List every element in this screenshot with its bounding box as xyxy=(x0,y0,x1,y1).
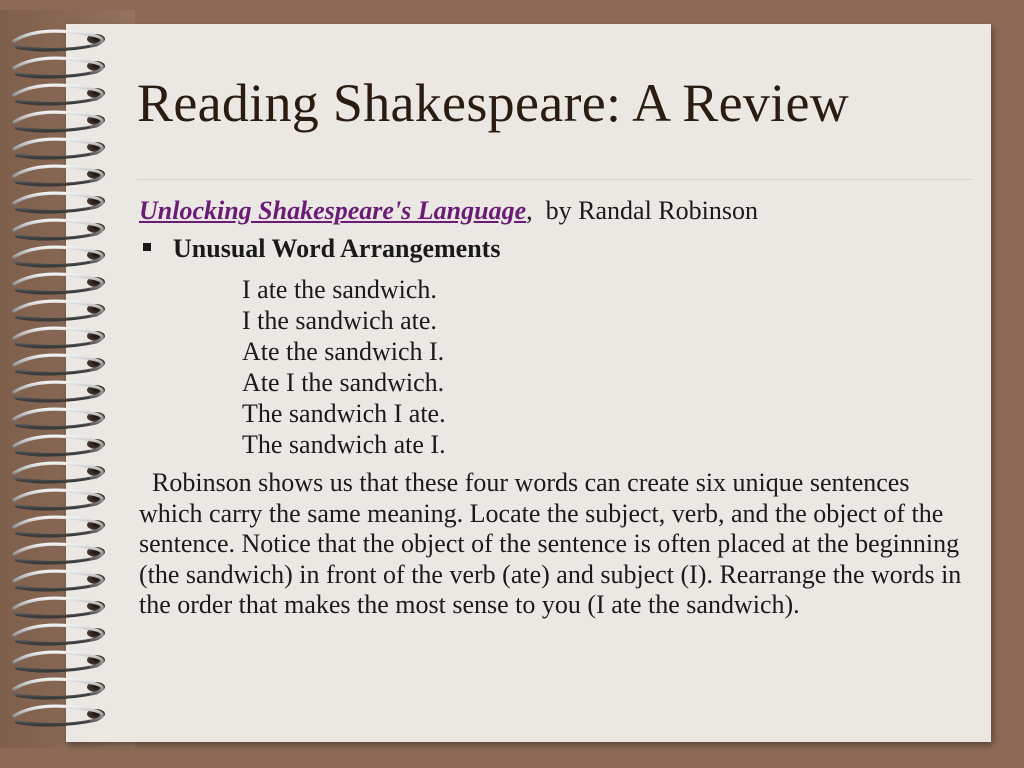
spiral-coil xyxy=(14,517,105,537)
spiral-coil xyxy=(14,652,105,672)
spiral-coil xyxy=(14,625,105,645)
citation-line xyxy=(139,196,969,226)
example-sentence: I ate the sandwich. xyxy=(242,275,437,304)
spiral-coil xyxy=(14,544,105,564)
slide-body xyxy=(139,196,969,621)
spiral-coil xyxy=(14,31,105,51)
example-sentence: The sandwich ate I. xyxy=(242,430,446,459)
spiral-coil xyxy=(14,463,105,483)
example-sentences xyxy=(242,274,969,460)
spiral-coil xyxy=(14,436,105,456)
spiral-coil xyxy=(14,328,105,348)
explanation-text: Robinson shows us that these four words can create six unique sentences which carry the same meaning. Locate the subject, verb, and the object of the sentence. Notice that the object of the sentence is often placed at the beginning (the sandwich) in front of the verb (ate) and subject (I). Rearrange the words in the order that makes the most sense to you (I ate the sandwich). xyxy=(139,468,962,619)
slide-title: Reading Shakespeare: A Review xyxy=(137,73,850,133)
example-sentence: I the sandwich ate. xyxy=(242,306,437,335)
spiral-coil xyxy=(14,409,105,429)
spiral-coil xyxy=(14,139,105,159)
citation-author: by Randal Robinson xyxy=(545,196,758,225)
spiral-coil xyxy=(14,58,105,78)
bullet-label: Unusual Word Arrangements xyxy=(173,234,501,263)
spiral-coil xyxy=(14,274,105,294)
square-bullet-icon xyxy=(143,243,151,251)
example-sentence: Ate the sandwich I. xyxy=(242,337,445,366)
spiral-binding-icon xyxy=(0,24,130,744)
spiral-coil xyxy=(14,382,105,402)
citation-separator: , xyxy=(526,196,533,225)
spiral-coil xyxy=(14,166,105,186)
title-divider xyxy=(137,179,972,180)
spiral-coil xyxy=(14,220,105,240)
spiral-coil xyxy=(14,598,105,618)
example-sentence: The sandwich I ate. xyxy=(242,399,446,428)
spiral-coil xyxy=(14,571,105,591)
book-title-link[interactable]: Unlocking Shakespeare's Language xyxy=(139,196,527,225)
spiral-coil xyxy=(14,301,105,321)
explanation-paragraph xyxy=(139,468,969,621)
spiral-coil xyxy=(14,85,105,105)
spiral-coil xyxy=(14,112,105,132)
spiral-coil xyxy=(14,706,105,726)
spiral-coil xyxy=(14,355,105,375)
spiral-coil xyxy=(14,490,105,510)
spiral-coil xyxy=(14,193,105,213)
spiral-coil xyxy=(14,247,105,267)
spiral-coil xyxy=(14,679,105,699)
bullet-item xyxy=(139,234,969,264)
example-sentence: Ate I the sandwich. xyxy=(242,368,445,397)
